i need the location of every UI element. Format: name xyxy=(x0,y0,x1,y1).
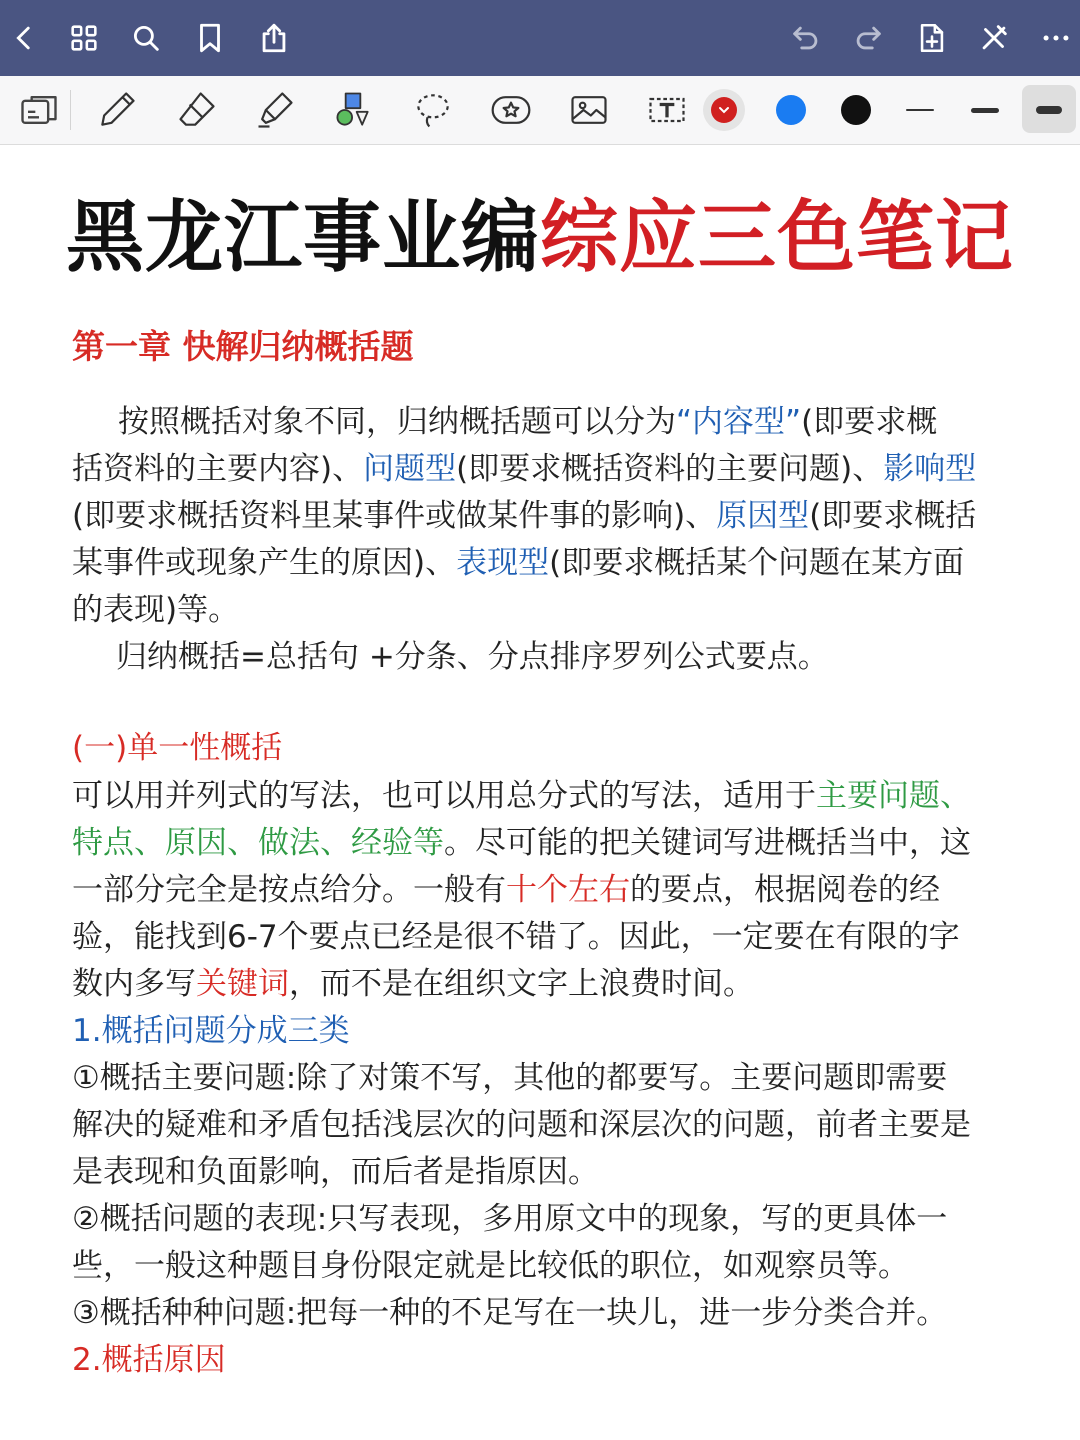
color-red-swatch[interactable] xyxy=(711,97,737,123)
paragraph-line: 一部分完全是按点给分。一般有十个左右的要点，根据阅卷的经 xyxy=(72,872,940,908)
toolbar-divider xyxy=(70,90,71,130)
paragraph-line: (即要求概括资料里某事件或做某件事的影响)、原因型(即要求概括 xyxy=(72,498,977,534)
readmode-icon[interactable] xyxy=(12,84,66,136)
eraser-icon[interactable] xyxy=(170,84,224,136)
stroke-medium-option[interactable] xyxy=(971,108,999,113)
top-navigation-bar xyxy=(0,0,1080,76)
chevron-down-icon xyxy=(711,97,737,123)
textbox-icon[interactable] xyxy=(640,84,694,136)
highlighter-icon[interactable] xyxy=(248,84,302,136)
shapes-icon[interactable] xyxy=(326,84,380,136)
lasso-icon[interactable] xyxy=(406,84,460,136)
redo-icon[interactable] xyxy=(844,14,892,62)
list-item: ②概括问题的表现:只写表现，多用原文中的现象，写的更具体一 xyxy=(72,1201,948,1237)
subsection-heading: 1.概括问题分成三类 xyxy=(72,1013,350,1049)
bookmark-icon[interactable] xyxy=(186,14,234,62)
pen-icon[interactable] xyxy=(90,84,144,136)
undo-icon[interactable] xyxy=(782,14,830,62)
title-red-part: 综应三色笔记 xyxy=(540,193,1015,283)
sticker-icon[interactable] xyxy=(484,84,538,136)
section-heading: (一)单一性概括 xyxy=(72,730,283,766)
list-item: ③概括种种问题:把每一种的不足写在一块儿，进一步分类合并。 xyxy=(72,1295,948,1331)
drawing-toolbar xyxy=(0,76,1080,145)
back-icon[interactable] xyxy=(0,14,48,62)
chapter-heading: 第一章 快解归纳概括题 xyxy=(72,327,414,366)
paragraph-line: 可以用并列式的写法，也可以用总分式的写法，适用于主要问题、 xyxy=(72,778,971,814)
share-icon[interactable] xyxy=(250,14,298,62)
pen-off-icon[interactable] xyxy=(970,14,1018,62)
paragraph-line: 括资料的主要内容)、问题型(即要求概括资料的主要问题)、影响型 xyxy=(72,451,977,487)
color-blue-swatch[interactable] xyxy=(776,95,806,125)
paragraph-line: 的表现)等。 xyxy=(72,592,240,628)
color-black-swatch[interactable] xyxy=(841,95,871,125)
search-icon[interactable] xyxy=(122,14,170,62)
paragraph-line: 数内多写关键词，而不是在组织文字上浪费时间。 xyxy=(72,966,754,1002)
document-page xyxy=(0,145,1080,1440)
formula-line: 归纳概括=总括句 +分条、分点排序罗列公式要点。 xyxy=(116,639,829,675)
subsection-heading: 2.概括原因 xyxy=(72,1342,226,1378)
paragraph-line: 按照概括对象不同，归纳概括题可以分为“内容型”(即要求概 xyxy=(118,404,938,440)
image-icon[interactable] xyxy=(562,84,616,136)
list-item: 些，一般这种题目身份限定就是比较低的职位，如观察员等。 xyxy=(72,1248,909,1284)
title-black-part: 黑龙江事业编 xyxy=(65,193,540,283)
paragraph-line: 某事件或现象产生的原因)、表现型(即要求概括某个问题在某方面 xyxy=(72,545,965,581)
paragraph-line: 验，能找到6-7个要点已经是很不错了。因此，一定要在有限的字 xyxy=(72,919,960,955)
more-icon[interactable] xyxy=(1032,14,1080,62)
stroke-thin-option[interactable] xyxy=(906,109,934,111)
list-item: ①概括主要问题:除了对策不写，其他的都要写。主要问题即需要 xyxy=(72,1060,948,1096)
page-title xyxy=(0,175,1080,287)
grid-icon[interactable] xyxy=(60,14,108,62)
list-item: 是表现和负面影响，而后者是指原因。 xyxy=(72,1154,599,1190)
add-page-icon[interactable] xyxy=(908,14,956,62)
list-item: 解决的疑难和矛盾包括浅层次的问题和深层次的问题，前者主要是 xyxy=(72,1107,971,1143)
stroke-thick-option[interactable] xyxy=(1036,106,1062,114)
paragraph-line: 特点、原因、做法、经验等。尽可能的把关键词写进概括当中，这 xyxy=(72,825,971,861)
